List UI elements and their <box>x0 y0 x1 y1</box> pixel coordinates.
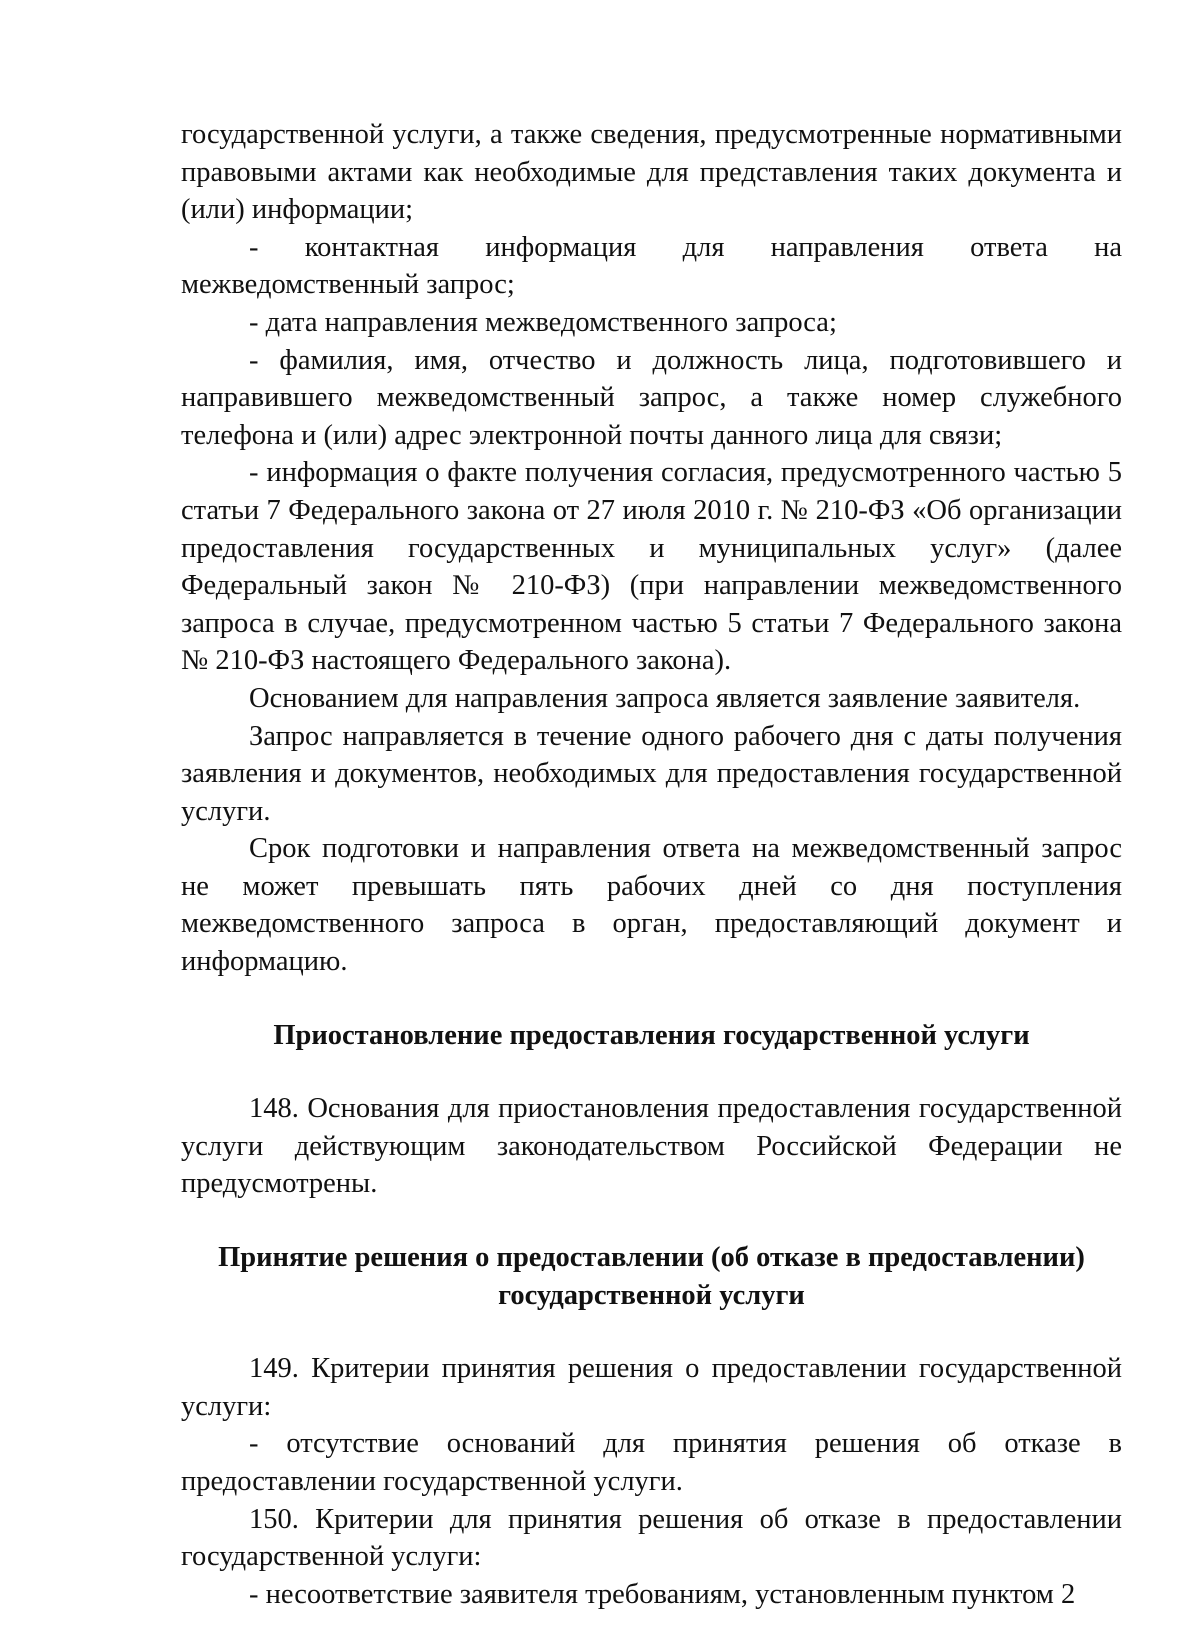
paragraph-150: 150. Критерии для принятия решения об отказе в предоставлении государственной услуги: <box>181 1503 1122 1573</box>
paragraph-148: 148. Основания для приостановления предоставления государственной услуги действующим законодательством Российской Федерации не предусмотрены. <box>181 1093 1122 1200</box>
section-heading-decision-line1: Принятие решения о предоставлении (об отказе в предоставлении) <box>218 1242 1085 1274</box>
list-item-responsible-person: - фамилия, имя, отчество и должность лица, подготовившего и направившего межведомственный запрос, а также номер служебного телефона и (или) адрес электронной почты данного лица для связи; <box>181 344 1122 451</box>
list-item-no-grounds: - отсутствие оснований для принятия решения об отказе в предоставлении государственной услуги. <box>181 1428 1122 1497</box>
paragraph-request-timing: Запрос направляется в течение одного рабочего дня с даты получения заявления и документов, необходимых для предоставления государственной услуги. <box>181 720 1122 827</box>
section-heading-decision <box>181 1239 1122 1314</box>
paragraph-response-deadline: Срок подготовки и направления ответа на межведомственный запрос не может превышать пять рабочих дней со дня поступления межведомственного запроса в орган, предоставляющий документ и информацию. <box>181 833 1122 978</box>
paragraph-request-basis: Основанием для направления запроса является заявление заявителя. <box>249 682 1081 714</box>
section-heading-decision-line2: государственной услуги <box>498 1279 805 1311</box>
section-heading-suspension: Приостановление предоставления государственной услуги <box>273 1019 1030 1051</box>
list-item-consent-info: - информация о факте получения согласия, предусмотренного частью 5 статьи 7 Федерального закона от 27 июля 2010 г. № 210-ФЗ «Об организации предоставления государственных и муниципальных услуг» (далее Федеральный закон № 210-ФЗ) (при направлении межведомственного запроса в случае, предусмотренном частью 5 статьи 7 Федерального закона № 210-ФЗ настоящего Федерального закона). <box>181 457 1122 677</box>
paragraph-service-info: государственной услуги, а также сведения, предусмотренные нормативными правовыми актами как необходимые для представления таких документа и (или) информации; <box>181 119 1122 226</box>
list-item-request-date: - дата направления межведомственного запроса; <box>249 306 837 338</box>
paragraph-149: 149. Критерии принятия решения о предоставлении государственной услуги: <box>181 1353 1122 1422</box>
list-item-contact-info: - контактная информация для направления ответа на межведомственный запрос; <box>181 231 1122 301</box>
list-item-noncompliance: - несоответствие заявителя требованиям, установленным пунктом 2 <box>249 1578 1076 1610</box>
document-body <box>181 116 1122 1613</box>
